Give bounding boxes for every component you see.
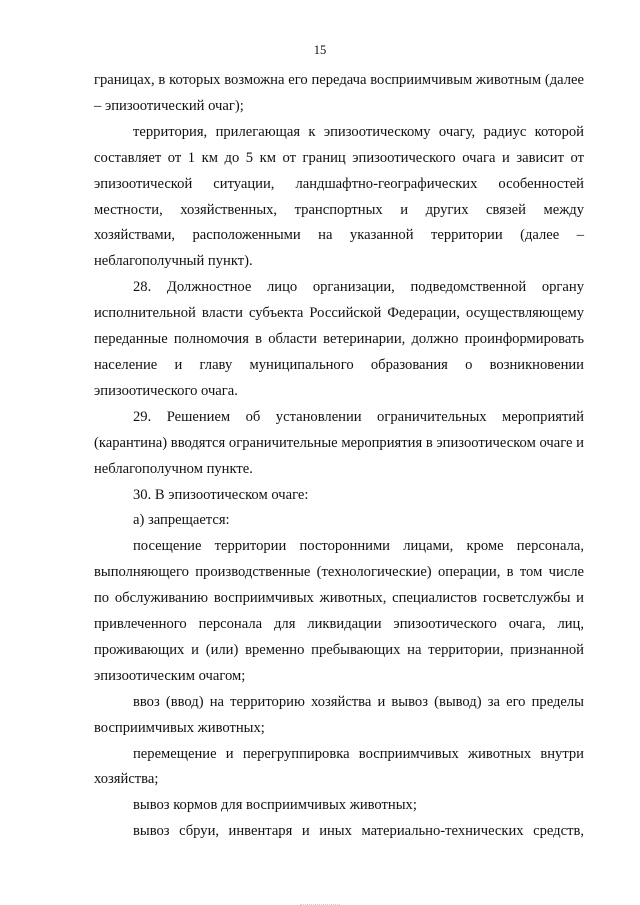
subitem-a: а) запрещается: <box>133 512 230 529</box>
paragraph-continued: вывоз сбруи, инвентаря и иных материально-технических средств, <box>133 823 584 840</box>
paragraph: перемещение и перегруппировка восприимчивых животных внутри хозяйства; <box>94 745 584 788</box>
page-number: 15 <box>313 43 327 57</box>
paragraph: вывоз кормов для восприимчивых животных; <box>133 797 417 814</box>
paragraph: территория, прилегающая к эпизоотическому очагу, радиус которой составляет от 1 км до 5 км от границ эпизоотического очага и зависит от эпизоотической ситуации, ландшафтно-географических особенностей местности, хозяйственных, транспортных и других связей между хозяйствами, расположенными на указанной территории (далее – неблагополучный пункт). <box>94 123 584 270</box>
paragraph-item-28: 28. Должностное лицо организации, подведомственной органу исполнительной власти субъекта Российской Федерации, осуществляющему переданные полномочия в области ветеринарии, должно проинформировать население и главу муниципального образования о возникновении эпизоотического очага. <box>94 279 584 399</box>
document-body <box>94 68 584 845</box>
paragraph: границах, в которых возможна его передача восприимчивым животным (далее – эпизоотический очаг); <box>94 72 584 114</box>
paragraph: посещение территории посторонними лицами, кроме персонала, выполняющего производственные (технологические) операции, в том числе по обслуживанию восприимчивых животных, специалистов госветслужбы и привлеченного персонала для ликвидации эпизоотического очага, лиц, проживающих и (или) временно пребывающих на территории, признанной эпизоотическим очагом; <box>94 538 584 684</box>
paragraph: ввоз (ввод) на территорию хозяйства и вывоз (вывод) за его пределы восприимчивых животных; <box>94 693 584 736</box>
paragraph-item-30: 30. В эпизоотическом очаге: <box>133 486 309 503</box>
paragraph-item-29: 29. Решением об установлении ограничительных мероприятий (карантина) вводятся ограничительные мероприятия в эпизоотическом очаге и неблагополучном пункте. <box>94 408 584 477</box>
